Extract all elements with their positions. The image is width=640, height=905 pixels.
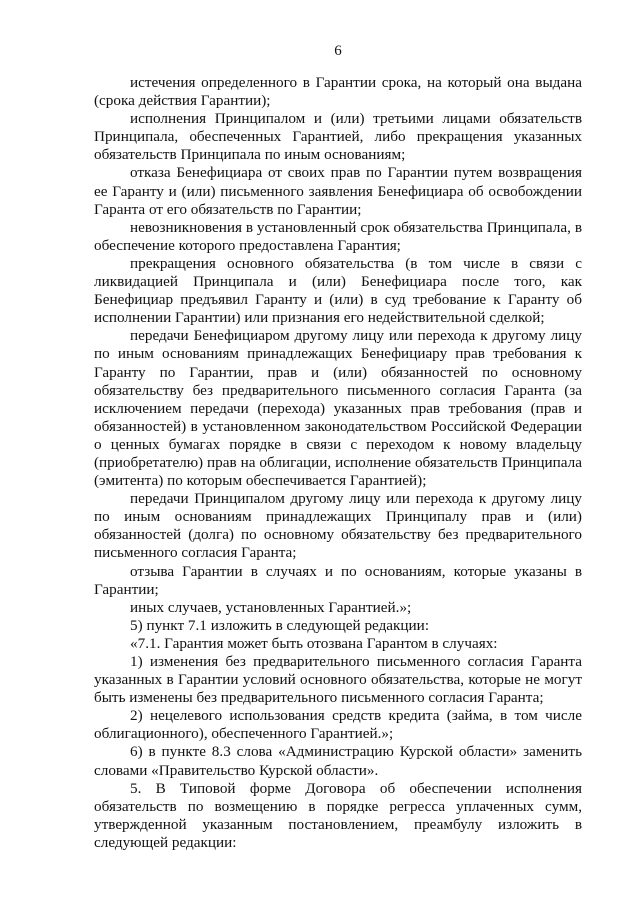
page-number: 6	[334, 43, 342, 59]
paragraph: исполнения Принципалом и (или) третьими лицами обязательств Принципала, обеспеченных Гарантией, либо прекращения указанных обязательств Принципала по иным основаниям;	[94, 110, 582, 164]
paragraph: отказа Бенефициара от своих прав по Гарантии путем возвращения ее Гаранту и (или) письменного заявления Бенефициара об освобождении Гаранта от его обязательств по Гарантии;	[94, 164, 582, 218]
paragraph: 5) пункт 7.1 изложить в следующей редакции:	[130, 616, 430, 634]
paragraph: 2) нецелевого использования средств кредита (займа, в том числе облигационного), обеспеченного Гарантией.»;	[94, 707, 582, 743]
paragraph: невозникновения в установленный срок обязательства Принципала, в обеспечение которого предоставлена Гарантия;	[94, 218, 582, 254]
paragraph: передачи Принципалом другому лицу или перехода к другому лицу по иным основаниям принадлежащих Принципалу прав и (или) обязанностей (долга) по основному обязательству без предварительного письменного согласия Гаранта;	[94, 490, 582, 562]
document-body	[94, 74, 582, 852]
paragraph: 5. В Типовой форме Договора об обеспечении исполнения обязательств по возмещению в порядке регресса уплаченных сумм, утвержденной указанным постановлением, преамбулу изложить в следующей редакции:	[94, 779, 582, 851]
paragraph: прекращения основного обязательства (в том числе в связи с ликвидацией Принципала и (или) Бенефициара после того, как Бенефициар предъявил Гаранту и (или) в суд требование к Гаранту об исполнении Гарантии) или признания его недействительной сделкой;	[94, 254, 582, 327]
paragraph: иных случаев, установленных Гарантией.»;	[130, 598, 412, 616]
paragraph: 1) изменения без предварительного письменного согласия Гаранта указанных в Гарантии условий основного обязательства, которые не могут быть изменены без предварительного письменного согласия Гаранта;	[94, 653, 582, 707]
paragraph: передачи Бенефициаром другому лицу или перехода к другому лицу по иным основаниям принадлежащих Бенефициару прав требования к Гаранту по Гарантии, прав и (или) обязанностей по основному обязательству без предварительного письменного согласия Гаранта (за исключением передачи (перехода) указанных прав требования (прав и обязанностей) в установленном законодательством Российской Федерации о ценных бумагах порядке в связи с переходом к новому владельцу (приобретателю) прав на облигации, исполнение обязательств Принципала (эмитента) по которым обеспечивается Гарантией);	[94, 327, 582, 490]
paragraph: «7.1. Гарантия может быть отозвана Гарантом в случаях:	[130, 634, 498, 652]
paragraph: отзыва Гарантии в случаях и по основаниям, которые указаны в Гарантии;	[94, 562, 582, 598]
paragraph: 6) в пункте 8.3 слова «Администрацию Курской области» заменить словами «Правительство Курской области».	[94, 743, 582, 779]
paragraph: истечения определенного в Гарантии срока, на который она выдана (срока действия Гарантии);	[94, 74, 582, 110]
